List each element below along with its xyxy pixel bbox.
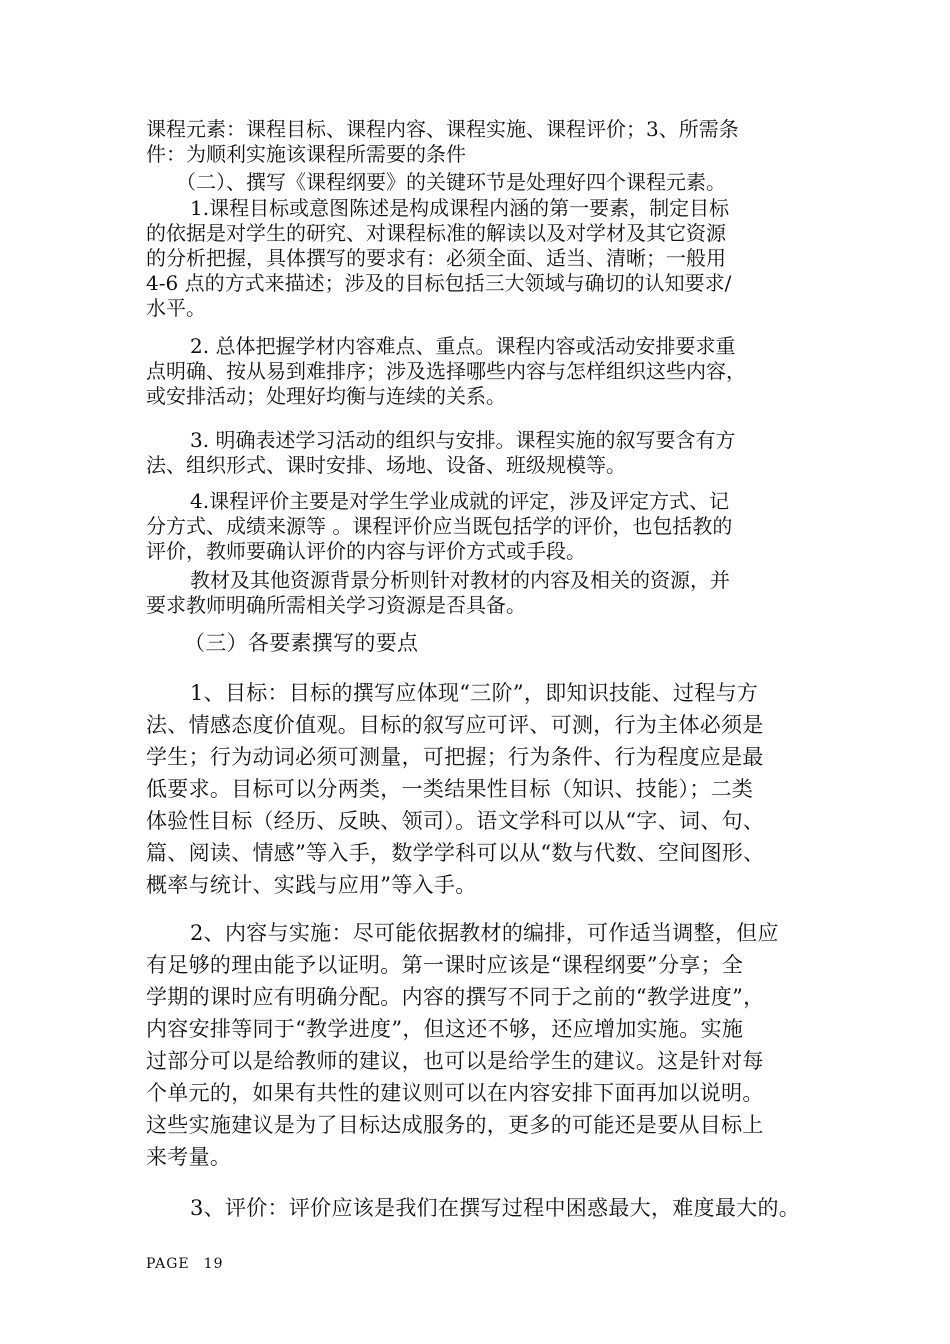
text-line: 1、目标：目标的撰写应体现“三阶”，即知识技能、过程与方 [190,681,759,705]
text-line: 篇、阅读、情感”等入手，数学学科可以从“数与代数、空间图形、 [146,841,765,865]
text-line: （二）、撰写《课程纲要》的关键环节是处理好四个课程元素。 [176,170,726,194]
text-line: 4-6 点的方式来描述；涉及的目标包括三大领域与确切的认知要求/ [146,271,732,295]
paragraph-course-content [146,334,826,409]
text-line: 过部分可以是给教师的建议，也可以是给学生的建议。这是针对每 [146,1049,764,1073]
text-line: 3、评价：评价应该是我们在撰写过程中困惑最大，难度最大的。 [190,1196,801,1220]
text-line: 学期的课时应有明确分配。内容的撰写不同于之前的“教学进度”， [146,985,765,1009]
text-line: 要求教师明确所需相关学习资源是否具备。 [146,593,526,617]
text-line: 2、内容与实施：尽可能依据教材的编排，可作适当调整，但应 [190,921,779,945]
text-line: 2. 总体把握学材内容难点、重点。课程内容或活动安排要求重 [190,334,736,358]
text-line: 件：为顺利实施该课程所需要的条件 [146,142,466,166]
paragraph-evaluation-points [146,1192,826,1224]
text-line: 1.课程目标或意图陈述是构成课程内涵的第一要素，制定目标 [190,196,730,220]
paragraph-course-evaluation [146,489,826,564]
text-line: 水平。 [146,296,206,320]
text-line: 4.课程评价主要是对学生学业成就的评定，涉及评定方式、记 [190,489,730,513]
paragraph-course-elements [146,117,826,167]
text-line: 法、组织形式、课时安排、场地、设备、班级规模等。 [146,453,626,477]
text-line: 概率与统计、实践与应用”等入手。 [146,873,477,897]
text-line: 点明确、按从易到难排序；涉及选择哪些内容与怎样组织这些内容， [146,359,746,383]
paragraph-resources [146,568,826,618]
text-line: 分方式、成绩来源等 。课程评价应当既包括学的评价，也包括教的 [146,514,733,538]
text-line: 的分析把握，具体撰写的要求有：必须全面、适当、清晰；一般用 [146,246,726,270]
text-line: 低要求。目标可以分两类，一类结果性目标（知识、技能）；二类 [146,777,754,801]
paragraph-course-goals [146,196,826,321]
text-line: 教材及其他资源背景分析则针对教材的内容及相关的资源，并 [190,568,730,592]
text-line: 3. 明确表述学习活动的组织与安排。课程实施的叙写要含有方 [190,428,736,452]
text-line: 个单元的，如果有共性的建议则可以在内容安排下面再加以说明。 [146,1081,764,1105]
paragraph-course-implementation [146,428,826,478]
text-line: 课程元素：课程目标、课程内容、课程实施、课程评价；3、所需条 [146,117,739,141]
text-line: 法、情感态度价值观。目标的叙写应可评、可测，行为主体必须是 [146,713,764,737]
text-line: 体验性目标（经历、反映、领司）。语文学科可以从“字、词、句、 [146,809,765,833]
text-line: 内容安排等同于“教学进度”，但这还不够，还应增加实施。实施 [146,1017,744,1041]
paragraph-content-implementation [146,917,826,1173]
text-line: 学生；行为动词必须可测量，可把握；行为条件、行为程度应是最 [146,745,764,769]
text-line: （三）各要素撰写的要点 [184,631,419,655]
paragraph-goals-points [146,677,826,901]
page-number: 19 [203,1256,224,1272]
text-line: 这些实施建议是为了目标达成服务的，更多的可能还是要从目标上 [146,1113,764,1137]
text-line: 评价，教师要确认评价的内容与评价方式或手段。 [146,539,586,563]
section-heading-three [146,627,826,659]
page-label: PAGE [146,1256,190,1272]
text-line: 来考量。 [146,1145,232,1169]
section-heading-two [146,170,826,195]
text-line: 的依据是对学生的研究、对课程标准的解读以及对学材及其它资源 [146,221,726,245]
text-line: 有足够的理由能予以证明。第一课时应该是“课程纲要”分享；全 [146,953,744,977]
text-line: 或安排活动；处理好均衡与连续的关系。 [146,384,506,408]
page-footer [146,1256,223,1272]
